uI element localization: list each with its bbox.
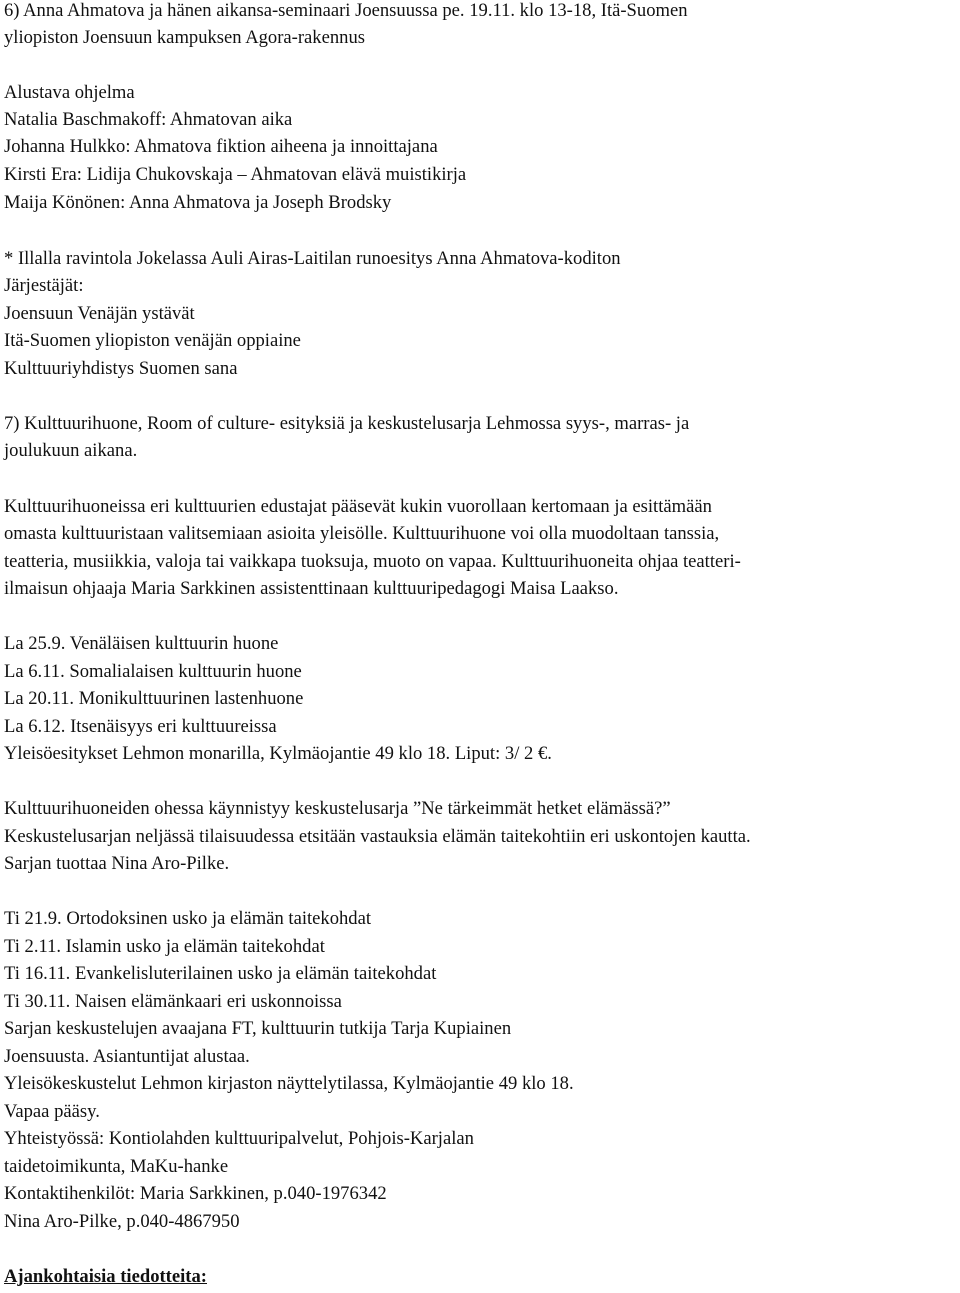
program-item: Maija Könönen: Anna Ahmatova ja Joseph Brodsky <box>4 192 392 213</box>
organizer-item: Joensuun Venäjän ystävät <box>4 303 195 324</box>
date-item: La 6.12. Itsenäisyys eri kulttuureissa <box>4 716 277 737</box>
organizer-item: Itä-Suomen yliopiston venäjän oppiaine <box>4 330 301 351</box>
event7-paragraph-line: Kulttuurihuoneissa eri kulttuurien edustajat pääsevät kukin vuorollaan kertomaan ja esittämään <box>4 496 712 517</box>
organizers-label: Järjestäjät: <box>4 275 84 296</box>
talk-info: Yleisökeskustelut Lehmon kirjaston näyttelytilassa, Kylmäojantie 49 klo 18. <box>4 1073 574 1094</box>
program-heading: Alustava ohjelma <box>4 82 135 103</box>
event7-paragraph-line: teatteria, musiikkia, valoja tai vaikkapa tuoksuja, muoto on vapaa. Kulttuurihuoneita ohjaa teatteri- <box>4 551 741 572</box>
talk-info: taidetoimikunta, MaKu-hanke <box>4 1156 229 1177</box>
program-item: Natalia Baschmakoff: Ahmatovan aika <box>4 109 293 130</box>
event7-paragraph-line: ilmaisun ohjaaja Maria Sarkkinen assistenttinaan kulttuuripedagogi Maisa Laakso. <box>4 578 619 599</box>
event6-title-cont: yliopiston Joensuun kampuksen Agora-rakennus <box>4 27 365 48</box>
series-line: Sarjan tuottaa Nina Aro-Pilke. <box>4 853 230 874</box>
event7-title: 7) Kulttuurihuone, Room of culture- esityksiä ja keskustelusarja Lehmossa syys-, marras- ja <box>4 413 690 434</box>
program-item: Johanna Hulkko: Ahmatova fiktion aiheena ja innoittajana <box>4 136 438 157</box>
date-item: La 6.11. Somalialaisen kulttuurin huone <box>4 661 302 682</box>
contact-info: Kontaktihenkilöt: Maria Sarkkinen, p.040-1976342 <box>4 1183 387 1204</box>
series-line: Keskustelusarjan neljässä tilaisuudessa etsitään vastauksia elämän taitekohtiin eri uskontojen kautta. <box>4 826 751 847</box>
date-item: La 25.9. Venäläisen kulttuurin huone <box>4 633 279 654</box>
talk-item: Ti 30.11. Naisen elämänkaari eri uskonnoissa <box>4 991 342 1012</box>
event6-title: 6) Anna Ahmatova ja hänen aikansa-seminaari Joensuussa pe. 19.11. klo 13-18, Itä-Suomen <box>4 0 688 21</box>
series-line: Kulttuurihuoneiden ohessa käynnistyy keskustelusarja ”Ne tärkeimmät hetket elämässä?” <box>4 798 671 819</box>
event7-title-cont: joulukuun aikana. <box>4 440 138 461</box>
talk-item: Ti 2.11. Islamin usko ja elämän taitekohdat <box>4 936 325 957</box>
program-item: Kirsti Era: Lidija Chukovskaja – Ahmatovan elävä muistikirja <box>4 164 467 185</box>
event7-paragraph-line: omasta kulttuuristaan valitsemiaan asioita yleisölle. Kulttuurihuone voi olla muodoltaan tanssia, <box>4 523 720 544</box>
news-heading: Ajankohtaisia tiedotteita: <box>4 1266 207 1287</box>
talk-info: Joensuusta. Asiantuntijat alustaa. <box>4 1046 250 1067</box>
talk-item: Ti 16.11. Evankelisluterilainen usko ja elämän taitekohdat <box>4 963 437 984</box>
date-item: La 20.11. Monikulttuurinen lastenhuone <box>4 688 304 709</box>
talk-info: Sarjan keskustelujen avaajana FT, kulttuurin tutkija Tarja Kupiainen <box>4 1018 512 1039</box>
organizer-item: Kulttuuriyhdistys Suomen sana <box>4 358 238 379</box>
contact-info: Nina Aro-Pilke, p.040-4867950 <box>4 1211 240 1232</box>
talk-info: Yhteistyössä: Kontiolahden kulttuuripalvelut, Pohjois-Karjalan <box>4 1128 474 1149</box>
talk-info: Vapaa pääsy. <box>4 1101 100 1122</box>
talk-item: Ti 21.9. Ortodoksinen usko ja elämän taitekohdat <box>4 908 372 929</box>
evening-program: * Illalla ravintola Jokelassa Auli Airas-Laitilan runoesitys Anna Ahmatova-koditon <box>4 248 621 269</box>
performances-info: Yleisöesitykset Lehmon monarilla, Kylmäojantie 49 klo 18. Liput: 3/ 2 €. <box>4 743 552 764</box>
